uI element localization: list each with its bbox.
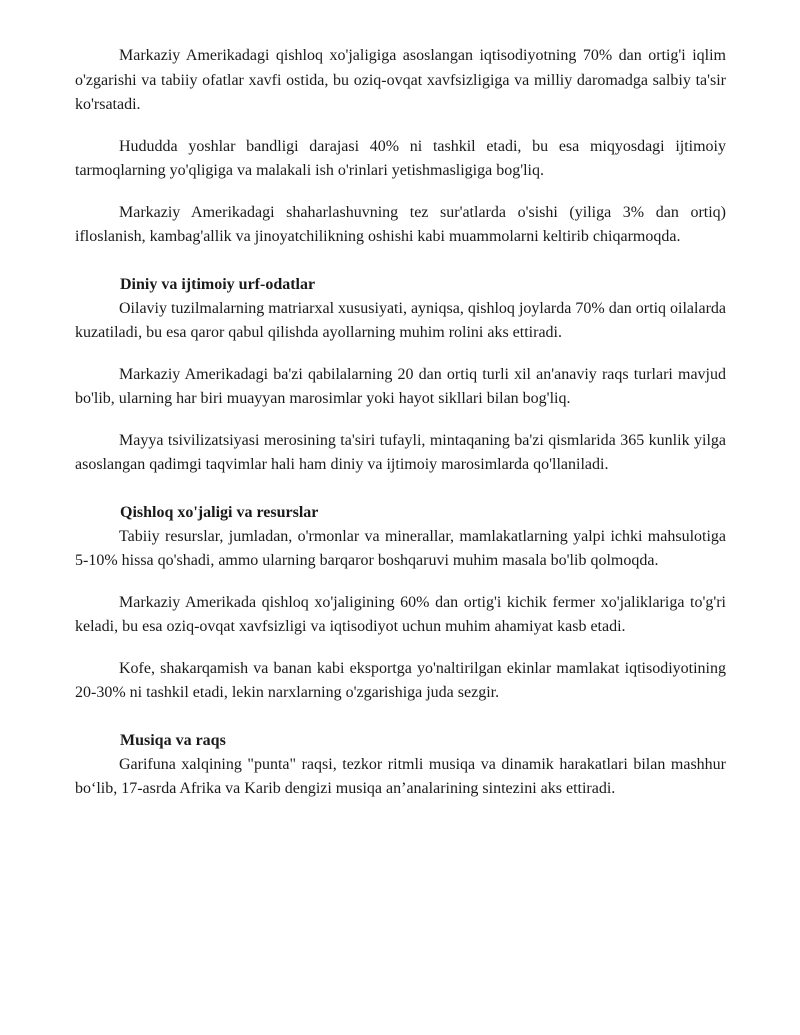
- paragraph: Markaziy Amerikada qishloq xo'jaligining 60% dan ortig'i kichik fermer xo'jaliklariga to'g'ri keladi, bu esa oziq-ovqat xavfsizligi va iqtisodiyot uchun muhim ahamiyat kasb etadi.: [75, 593, 726, 635]
- paragraph: Hududda yoshlar bandligi darajasi 40% ni tashkil etadi, bu esa miqyosdagi ijtimoiy tarmoqlarning yo'qligiga va malakali ish o'rinlari yetishmasligiga bog'liq.: [75, 137, 726, 179]
- section-heading: Musiqa va raqs: [120, 731, 226, 749]
- section-heading: Diniy va ijtimoiy urf-odatlar: [120, 275, 316, 293]
- paragraph: Markaziy Amerikadagi shaharlashuvning tez sur'atlarda o'sishi (yiliga 3% dan ortiq) ifloslanish, kambag'allik va jinoyatchilikning oshishi kabi muammolarni keltirib chiqarmoqda.: [75, 203, 726, 245]
- paragraph: Tabiiy resurslar, jumladan, o'rmonlar va minerallar, mamlakatlarning yalpi ichki mahsulotiga 5-10% hissa qo'shadi, ammo ularning barqaror boshqaruvi muhim masala bo'lib qolmoqda.: [75, 527, 726, 569]
- paragraph: Garifuna xalqining "punta" raqsi, tezkor ritmli musiqa va dinamik harakatlari bilan mashhur bo‘lib, 17-asrda Afrika va Karib dengizi musiqa an’analarining sintezini aks ettiradi.: [75, 755, 726, 797]
- paragraph: Kofe, shakarqamish va banan kabi eksportga yo'naltirilgan ekinlar mamlakat iqtisodiyotining 20-30% ni tashkil etadi, lekin narxlarning o'zgarishiga juda sezgir.: [75, 659, 726, 701]
- paragraph: Oilaviy tuzilmalarning matriarxal xususiyati, ayniqsa, qishloq joylarda 70% dan ortiq oilalarda kuzatiladi, bu esa qaror qabul qilishda ayollarning muhim rolini aks ettiradi.: [75, 299, 726, 341]
- section-heading: Qishloq xo'jaligi va resurslar: [120, 503, 319, 521]
- paragraph: Markaziy Amerikadagi ba'zi qabilalarning 20 dan ortiq turli xil an'anaviy raqs turlari mavjud bo'lib, ularning har biri muayyan marosimlar yoki hayot sikllari bilan bog'liq.: [75, 365, 726, 407]
- paragraph: Mayya tsivilizatsiyasi merosining ta'siri tufayli, mintaqaning ba'zi qismlarida 365 kunlik yilga asoslangan qadimgi taqvimlar hali ham diniy va ijtimoiy marosimlarda qo'llaniladi.: [75, 431, 726, 473]
- paragraph: Markaziy Amerikadagi qishloq xo'jaligiga asoslangan iqtisodiyotning 70% dan ortig'i iqlim o'zgarishi va tabiiy ofatlar xavfi ostida, bu oziq-ovqat xavfsizligiga va milliy daromadga salbiy ta'sir ko'rsatadi.: [75, 47, 726, 113]
- document-page: [75, 44, 726, 802]
